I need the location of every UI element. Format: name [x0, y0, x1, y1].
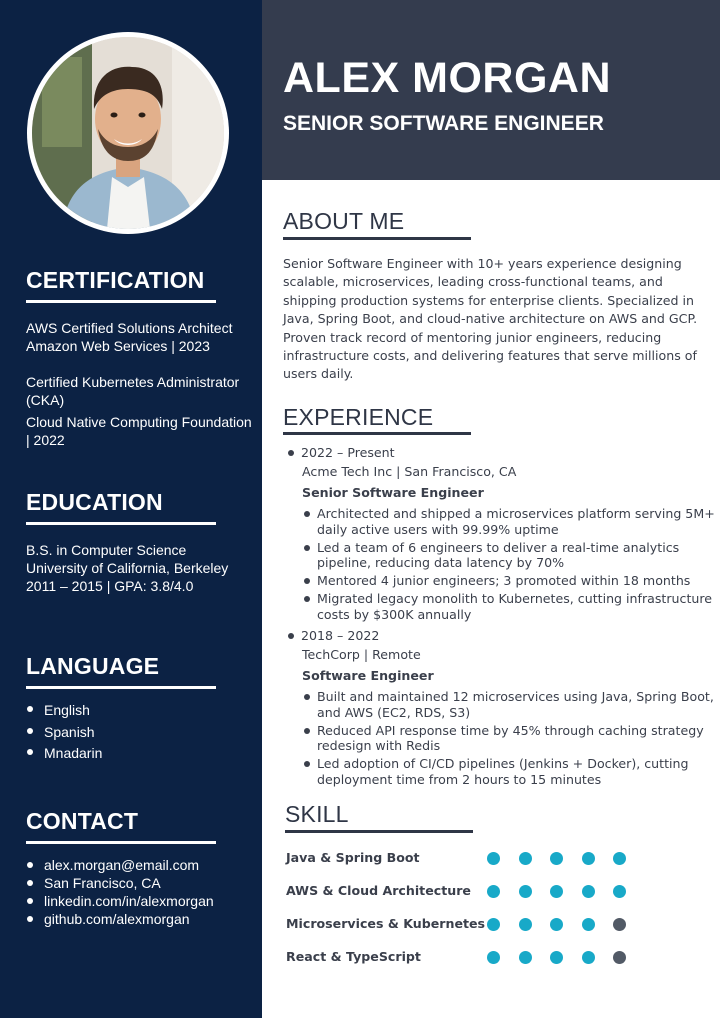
candidate-name: ALEX MORGAN [283, 54, 611, 102]
candidate-title: SENIOR SOFTWARE ENGINEER [283, 112, 604, 135]
profile-photo-frame [27, 32, 229, 234]
profile-photo [32, 37, 224, 229]
header-banner [262, 0, 720, 180]
language-heading: LANGUAGE [26, 653, 160, 679]
about-text: Senior Software Engineer with 10+ years experience designing scalable, microservices, leading cross-functional teams, and shipping production systems for enterprise clients. Specialized in Java, Spring Boot, and cloud-native architecture on AWS and GCP. Proven track record of mentoring junior engineers, reducing infrastructure costs, and delivering features that serve millions of users daily. [283, 256, 698, 382]
skill-row [286, 849, 706, 869]
language-section [26, 652, 258, 765]
certification-heading: CERTIFICATION [26, 267, 205, 293]
job-bullet: Built and maintained 12 microservices using Java, Spring Boot, and AWS (EC2, RDS, S3) [286, 689, 716, 720]
skill-dot-filled [487, 852, 500, 865]
job-bullet: Architected and shipped a microservices platform serving 5M+ daily active users with 99.99% uptime [286, 506, 716, 537]
sidebar [0, 0, 262, 1018]
skill-dot-filled [519, 918, 532, 931]
skill-dot-filled [487, 918, 500, 931]
contact-heading: CONTACT [26, 808, 139, 834]
skill-row [286, 915, 706, 935]
skill-dot-filled [550, 918, 563, 931]
skill-dot-filled [519, 852, 532, 865]
skill-name: Java & Spring Boot [286, 850, 420, 865]
education-divider [26, 522, 216, 525]
job-bullet: Led a team of 6 engineers to deliver a real-time analytics pipeline, reducing data latency by 70% [286, 540, 716, 571]
skill-dot-empty [613, 918, 626, 931]
certification-item [26, 373, 258, 449]
skill-dot-filled [582, 918, 595, 931]
skill-dot-empty [613, 951, 626, 964]
certification-name: Certified Kubernetes Administrator (CKA) [26, 374, 240, 408]
certification-name: AWS Certified Solutions Architect [26, 320, 233, 336]
skill-name: React & TypeScript [286, 949, 421, 964]
language-list [26, 700, 258, 765]
certification-section [26, 266, 258, 449]
skill-row [286, 948, 706, 968]
about-heading: ABOUT ME [283, 208, 405, 234]
language-item: English [26, 700, 258, 722]
skill-dot-filled [487, 885, 500, 898]
experience-entry [286, 628, 716, 790]
skill-dot-filled [582, 852, 595, 865]
job-bullet: Migrated legacy monolith to Kubernetes, cutting infrastructure costs by $300K annually [286, 591, 716, 622]
contact-section [26, 807, 258, 928]
language-item: Mnadarin [26, 743, 258, 765]
skill-name: Microservices & Kubernetes [286, 916, 486, 931]
education-heading: EDUCATION [26, 489, 163, 515]
skill-dot-filled [519, 951, 532, 964]
job-bullet: Mentored 4 junior engineers; 3 promoted within 18 months [286, 573, 716, 589]
contact-location: San Francisco, CA [26, 874, 258, 892]
skill-dot-filled [550, 885, 563, 898]
skill-dot-filled [550, 951, 563, 964]
skill-dot-filled [519, 885, 532, 898]
contact-github[interactable]: github.com/alexmorgan [26, 910, 258, 928]
job-role: Software Engineer [302, 668, 434, 683]
about-divider [283, 237, 471, 240]
job-company: TechCorp | Remote [302, 647, 421, 662]
skill-dot-filled [582, 951, 595, 964]
skill-dot-filled [487, 951, 500, 964]
experience-entry [286, 445, 716, 625]
education-section [26, 488, 258, 595]
contact-email[interactable]: alex.morgan@email.com [26, 856, 258, 874]
education-school: University of California, Berkeley [26, 560, 229, 576]
job-bullet: Led adoption of CI/CD pipelines (Jenkins + Docker), cutting deployment time from 2 hours to 15 minutes [286, 756, 716, 787]
skill-heading: SKILL [285, 801, 349, 827]
job-role: Senior Software Engineer [302, 485, 484, 500]
certification-divider [26, 300, 216, 303]
certification-item [26, 319, 258, 355]
skill-row [286, 882, 706, 902]
contact-divider [26, 841, 216, 844]
education-details [26, 541, 258, 595]
job-company: Acme Tech Inc | San Francisco, CA [302, 464, 517, 479]
skill-dot-filled [613, 852, 626, 865]
job-bullets [286, 506, 716, 622]
skill-dot-filled [582, 885, 595, 898]
education-dates: 2011 – 2015 | GPA: 3.8/4.0 [26, 578, 194, 594]
education-degree: B.S. in Computer Science [26, 542, 187, 558]
profile-photo-image [32, 37, 224, 229]
skill-divider [285, 830, 473, 833]
certification-issuer: Amazon Web Services | 2023 [26, 338, 210, 354]
language-divider [26, 686, 216, 689]
contact-list [26, 856, 258, 928]
certification-issuer: Cloud Native Computing Foundation | 2022 [26, 414, 252, 448]
job-period: 2022 – Present [286, 445, 716, 461]
job-bullet: Reduced API response time by 45% through caching strategy redesign with Redis [286, 723, 716, 754]
job-period: 2018 – 2022 [286, 628, 716, 644]
job-bullets [286, 689, 716, 787]
language-item: Spanish [26, 722, 258, 744]
skill-name: AWS & Cloud Architecture [286, 883, 471, 898]
skill-dot-filled [550, 852, 563, 865]
contact-linkedin[interactable]: linkedin.com/in/alexmorgan [26, 892, 258, 910]
experience-heading: EXPERIENCE [283, 404, 434, 430]
experience-divider [283, 432, 471, 435]
skill-dot-filled [613, 885, 626, 898]
